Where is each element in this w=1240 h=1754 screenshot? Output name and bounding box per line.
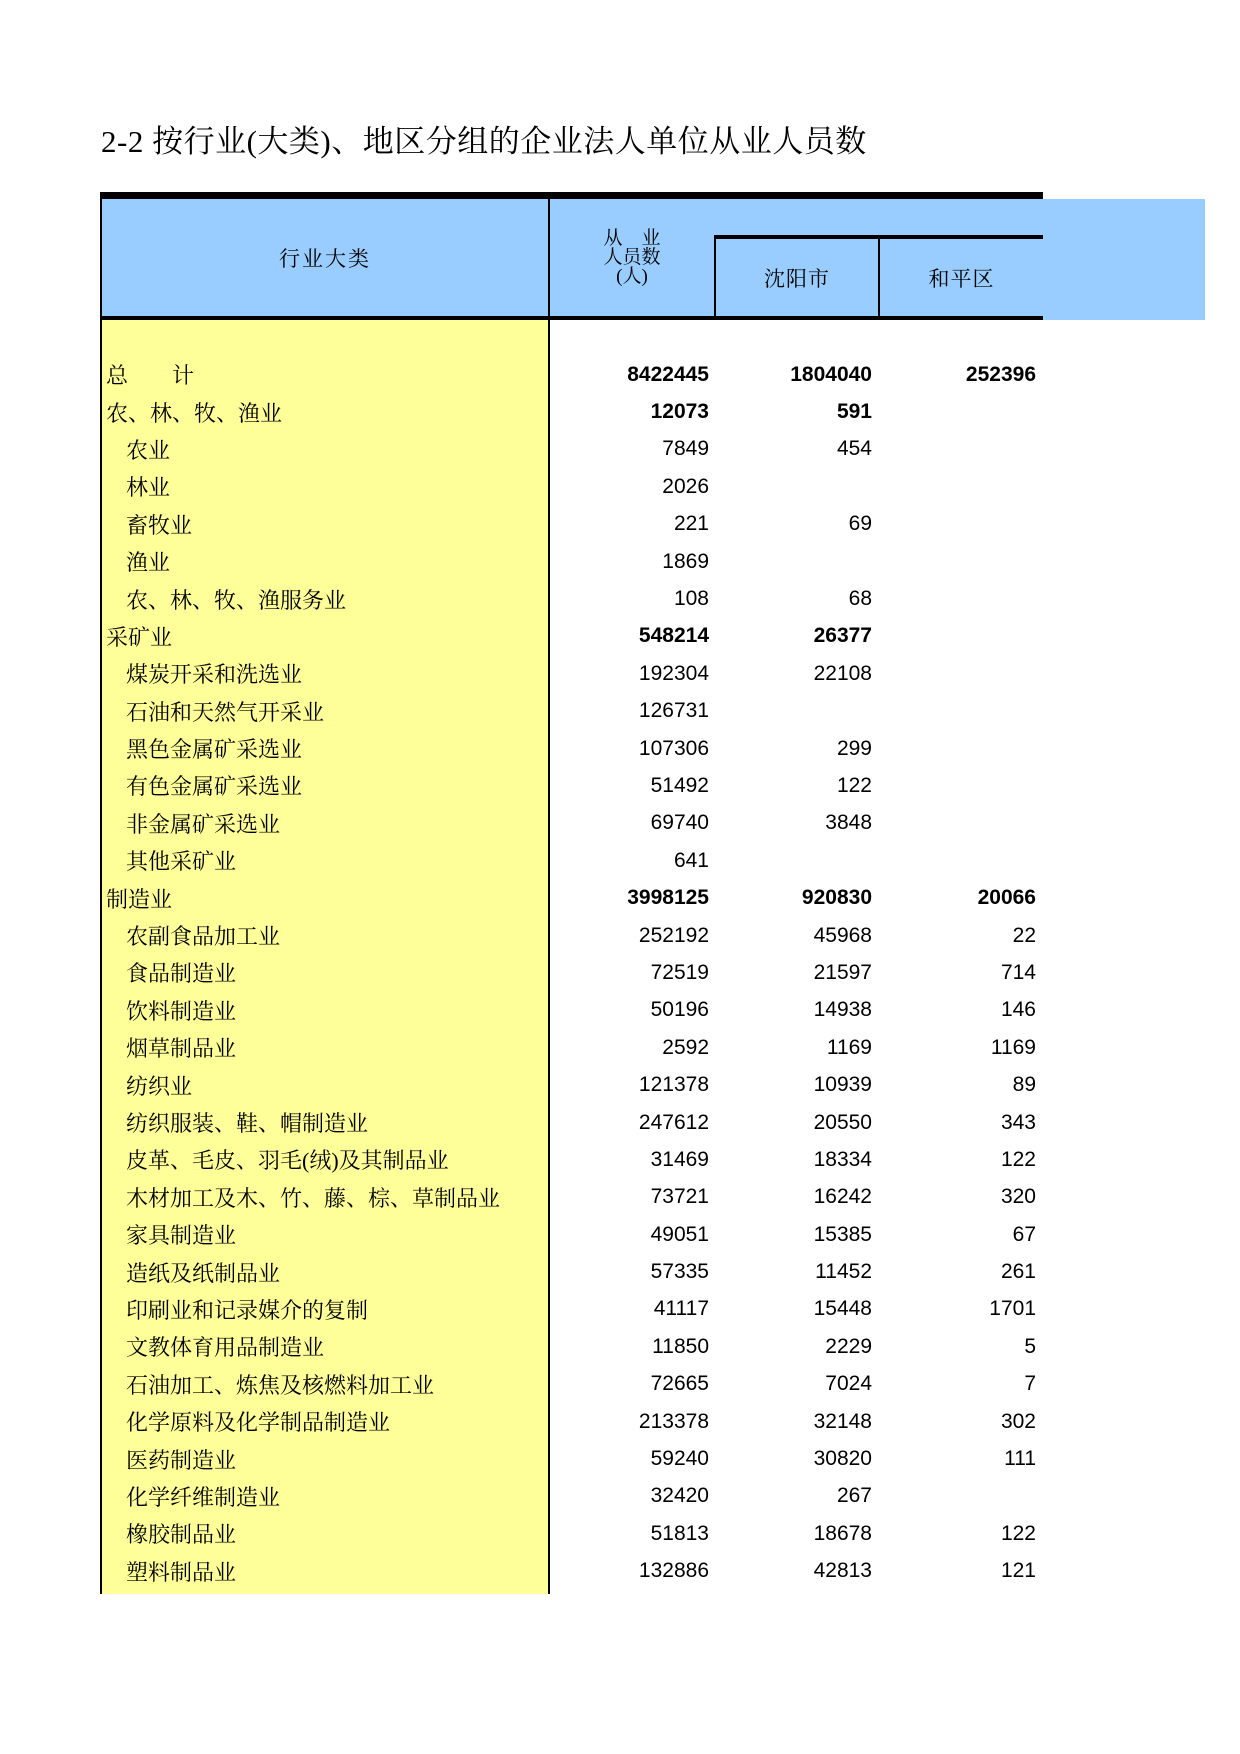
value-total: 51813 bbox=[650, 1521, 709, 1545]
value-shenyang: 591 bbox=[836, 400, 872, 424]
industry-label: 印刷业和记录媒介的复制 bbox=[126, 1297, 369, 1323]
value-total: 57335 bbox=[650, 1260, 709, 1284]
table-row bbox=[100, 1141, 1043, 1178]
value-shenyang: 16242 bbox=[813, 1185, 872, 1209]
value-total: 641 bbox=[673, 848, 709, 872]
value-total: 107306 bbox=[638, 736, 709, 760]
industry-label: 饮料制造业 bbox=[126, 998, 237, 1024]
header-industry-cell bbox=[102, 199, 548, 316]
table-row bbox=[100, 767, 1043, 804]
industry-label: 有色金属矿采选业 bbox=[126, 774, 303, 800]
table-row bbox=[100, 431, 1043, 468]
value-total: 59240 bbox=[650, 1447, 709, 1471]
value-shenyang: 21597 bbox=[813, 960, 872, 984]
industry-label: 石油和天然气开采业 bbox=[126, 699, 325, 725]
value-shenyang: 10939 bbox=[813, 1073, 872, 1097]
industry-label: 石油加工、炼焦及核燃料加工业 bbox=[126, 1372, 435, 1398]
table-row bbox=[100, 1328, 1043, 1365]
industry-label: 林业 bbox=[126, 475, 171, 501]
value-total: 2592 bbox=[662, 1035, 709, 1059]
table-row bbox=[100, 805, 1043, 842]
table-row bbox=[100, 1104, 1043, 1141]
industry-label: 医药制造业 bbox=[126, 1447, 237, 1473]
value-total: 69740 bbox=[650, 811, 709, 835]
table-row bbox=[100, 1403, 1043, 1440]
value-shenyang: 11452 bbox=[815, 1260, 872, 1284]
table-row bbox=[100, 1216, 1043, 1253]
industry-label: 农副食品加工业 bbox=[126, 924, 281, 950]
table-row bbox=[100, 842, 1043, 879]
value-total: 126731 bbox=[638, 699, 709, 723]
value-total: 49051 bbox=[650, 1222, 709, 1246]
value-total: 11850 bbox=[652, 1334, 709, 1358]
value-total: 31469 bbox=[650, 1147, 709, 1171]
value-shenyang: 267 bbox=[836, 1484, 872, 1508]
table-row bbox=[100, 1066, 1043, 1103]
value-total: 221 bbox=[673, 512, 709, 536]
industry-label: 农、林、牧、渔业 bbox=[106, 400, 283, 426]
industry-label: 造纸及纸制品业 bbox=[126, 1260, 281, 1286]
table-body-rows bbox=[100, 320, 1043, 1590]
value-shenyang: 15448 bbox=[813, 1297, 872, 1321]
table-row bbox=[100, 693, 1043, 730]
industry-label: 农业 bbox=[126, 437, 171, 463]
value-heping: 343 bbox=[1000, 1110, 1036, 1134]
header-industry-label: 行业大类 bbox=[279, 246, 371, 271]
table-row bbox=[100, 1440, 1043, 1477]
table-top-border bbox=[100, 192, 1043, 199]
table-row bbox=[100, 730, 1043, 767]
value-shenyang: 26377 bbox=[813, 624, 872, 648]
value-heping: 261 bbox=[1000, 1260, 1036, 1284]
value-shenyang: 20550 bbox=[813, 1110, 872, 1134]
value-total: 3998125 bbox=[627, 886, 709, 910]
industry-label: 皮革、毛皮、羽毛(绒)及其制品业 bbox=[126, 1148, 449, 1174]
value-shenyang: 2229 bbox=[825, 1334, 872, 1358]
value-total: 192304 bbox=[638, 661, 709, 685]
industry-label: 非金属矿采选业 bbox=[126, 811, 281, 837]
industry-label: 化学原料及化学制品制造业 bbox=[126, 1410, 391, 1436]
value-shenyang: 3848 bbox=[825, 811, 872, 835]
value-heping: 122 bbox=[1000, 1521, 1036, 1545]
table-row bbox=[100, 917, 1043, 954]
value-heping: 146 bbox=[1000, 998, 1036, 1022]
table-row bbox=[100, 543, 1043, 580]
industry-label: 化学纤维制造业 bbox=[126, 1484, 281, 1510]
header-employees-line1: 从 业 bbox=[603, 228, 661, 249]
header-employees-cell bbox=[550, 199, 714, 316]
value-heping: 714 bbox=[1000, 960, 1036, 984]
value-heping: 5 bbox=[1024, 1334, 1036, 1358]
industry-label: 采矿业 bbox=[106, 624, 173, 650]
header-shenyang-cell bbox=[716, 239, 878, 316]
value-total: 1869 bbox=[662, 549, 709, 573]
value-shenyang: 1169 bbox=[826, 1035, 872, 1059]
value-total: 72519 bbox=[650, 960, 709, 984]
value-total: 548214 bbox=[638, 624, 709, 648]
value-shenyang: 920830 bbox=[801, 886, 872, 910]
table-row bbox=[100, 393, 1043, 430]
industry-label: 纺织业 bbox=[126, 1073, 193, 1099]
value-total: 252192 bbox=[638, 923, 709, 947]
industry-label: 纺织服装、鞋、帽制造业 bbox=[126, 1111, 369, 1136]
value-shenyang: 122 bbox=[836, 773, 872, 797]
table-row bbox=[100, 1515, 1043, 1552]
value-shenyang: 1804040 bbox=[790, 362, 872, 386]
industry-label: 家具制造业 bbox=[126, 1223, 237, 1249]
value-heping: 20066 bbox=[977, 886, 1036, 910]
header-heping-label: 和平区 bbox=[928, 266, 995, 291]
header-employees-line3: (人) bbox=[616, 266, 648, 287]
value-total: 73721 bbox=[650, 1185, 709, 1209]
value-total: 132886 bbox=[638, 1559, 709, 1583]
value-heping: 67 bbox=[1012, 1222, 1036, 1246]
header-employees-line2: 人员数 bbox=[603, 247, 661, 268]
table-row bbox=[100, 356, 1043, 393]
industry-label: 烟草制品业 bbox=[126, 1036, 237, 1062]
value-heping: 302 bbox=[1000, 1409, 1036, 1433]
value-shenyang: 69 bbox=[848, 512, 872, 536]
value-shenyang: 32148 bbox=[813, 1409, 872, 1433]
industry-label: 畜牧业 bbox=[126, 512, 193, 538]
industry-label: 橡胶制品业 bbox=[126, 1522, 237, 1548]
industry-label: 农、林、牧、渔服务业 bbox=[126, 587, 347, 613]
industry-label: 食品制造业 bbox=[126, 961, 237, 987]
value-total: 247612 bbox=[638, 1110, 709, 1134]
value-heping: 22 bbox=[1012, 923, 1036, 947]
value-heping: 1169 bbox=[990, 1035, 1036, 1059]
value-heping: 111 bbox=[1004, 1447, 1036, 1471]
table-row bbox=[100, 954, 1043, 991]
table-row bbox=[100, 1253, 1043, 1290]
value-total: 41117 bbox=[653, 1297, 709, 1321]
value-shenyang: 7024 bbox=[825, 1372, 872, 1396]
value-shenyang: 45968 bbox=[813, 923, 872, 947]
value-total: 213378 bbox=[638, 1409, 709, 1433]
value-total: 7849 bbox=[662, 437, 709, 461]
industry-label: 制造业 bbox=[106, 886, 173, 912]
value-heping: 89 bbox=[1012, 1073, 1036, 1097]
value-heping: 122 bbox=[1000, 1147, 1036, 1171]
value-shenyang: 30820 bbox=[813, 1447, 872, 1471]
value-shenyang: 22108 bbox=[813, 661, 872, 685]
value-total: 50196 bbox=[650, 998, 709, 1022]
value-shenyang: 42813 bbox=[813, 1559, 872, 1583]
table-row bbox=[100, 992, 1043, 1029]
value-total: 8422445 bbox=[627, 362, 709, 386]
industry-label: 煤炭开采和洗选业 bbox=[126, 662, 303, 688]
value-shenyang: 454 bbox=[836, 437, 872, 461]
value-shenyang: 299 bbox=[836, 736, 872, 760]
value-total: 121378 bbox=[638, 1073, 709, 1097]
value-total: 72665 bbox=[650, 1372, 709, 1396]
header-heping-cell bbox=[880, 239, 1043, 316]
value-heping: 7 bbox=[1024, 1372, 1036, 1396]
table-row bbox=[100, 1366, 1043, 1403]
value-heping: 121 bbox=[1000, 1559, 1036, 1583]
table-row bbox=[100, 1553, 1043, 1590]
table-row bbox=[100, 655, 1043, 692]
table-row bbox=[100, 1291, 1043, 1328]
table-row bbox=[100, 1179, 1043, 1216]
table-row bbox=[100, 1029, 1043, 1066]
industry-label: 渔业 bbox=[126, 550, 171, 576]
table-row bbox=[100, 1478, 1043, 1515]
value-shenyang: 18678 bbox=[813, 1521, 872, 1545]
industry-label: 塑料制品业 bbox=[126, 1559, 237, 1585]
value-total: 108 bbox=[673, 587, 709, 611]
header-shenyang-label: 沈阳市 bbox=[764, 266, 830, 291]
page-title: 2-2 按行业(大类)、地区分组的企业法人单位从业人员数 bbox=[101, 124, 867, 159]
value-total: 32420 bbox=[650, 1484, 709, 1508]
table-row bbox=[100, 468, 1043, 505]
value-heping: 1701 bbox=[989, 1297, 1036, 1321]
value-heping: 252396 bbox=[965, 362, 1036, 386]
value-shenyang: 14938 bbox=[813, 998, 872, 1022]
value-heping: 320 bbox=[1000, 1185, 1036, 1209]
table-row bbox=[100, 618, 1043, 655]
value-shenyang: 68 bbox=[848, 587, 872, 611]
industry-label: 总 计 bbox=[106, 363, 195, 389]
value-total: 51492 bbox=[650, 773, 709, 797]
value-shenyang: 15385 bbox=[813, 1222, 872, 1246]
value-shenyang: 18334 bbox=[813, 1147, 872, 1171]
table-row bbox=[100, 506, 1043, 543]
table-row bbox=[100, 580, 1043, 617]
industry-label: 黑色金属矿采选业 bbox=[126, 737, 303, 763]
industry-label: 其他采矿业 bbox=[126, 849, 237, 875]
industry-label: 木材加工及木、竹、藤、棕、草制品业 bbox=[126, 1185, 501, 1211]
table-row bbox=[100, 879, 1043, 916]
value-total: 12073 bbox=[650, 400, 709, 424]
value-total: 2026 bbox=[662, 474, 709, 498]
industry-label: 文教体育用品制造业 bbox=[126, 1335, 325, 1361]
